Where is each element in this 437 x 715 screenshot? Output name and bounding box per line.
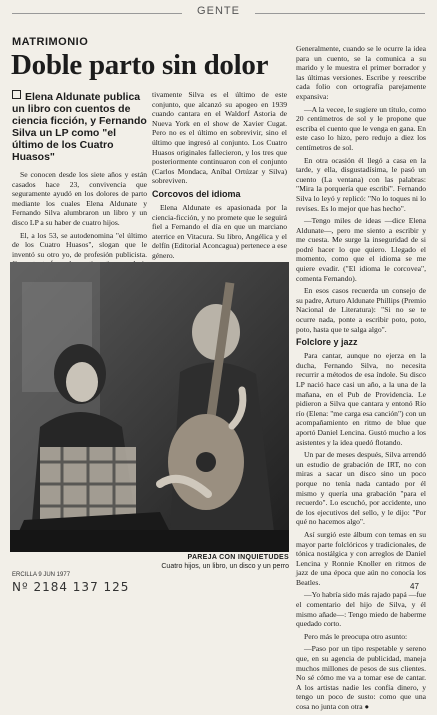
header-rule-right [255,13,425,14]
col3-paragraph: —Yo habría sido más rajado papá —fue el comentario del hijo de Silva, y él mismo añade—: Tengo miedo de haberme quedado corto. [296,590,426,629]
lead-text: Elena Aldunate publica un libro con cuentos de ciencia ficción, y Fernando Silva un LP como "el último de los Cuatro Huasos" [12,91,147,163]
col3-paragraph: Así surgió este álbum con temas en su mayor parte folclóricos y tradicionales, de tónica nostálgica y con arreglos de Daniel Lencina y Ronnie Knoller en ritmos de jazz de una época que aún no conocía los Beatles. [296,529,426,587]
section-name: GENTE [197,5,240,17]
col2-paragraph: tivamente Silva es el último de este conjunto, que alcanzó su apogeo en 1939 cuando cantara en el Waldorf Astoria de Nueva York en el show de Xavier Cugat. Pero no es el último en sobrevivir, sino el último que ingresó al conjunto. Los Cuatro Huasos originales fallecieron, y los tres que posteriormente continuaron con el conjunto (Carlos Mondaca, Aníbal Ortúzar y Silva) sobreviven. [152,90,287,186]
column-3 [296,44,426,715]
couple-photo [10,262,289,552]
col3-paragraph: Un par de meses después, Silva arrendó un estudio de grabación de IRT, no con miras a sacar un disco sino un poco porque no tenía nada cantado por él mismo y quería una grabación "para el recuerdo". Lo escuchó, por accidente, uno de los ejecutivos del sello, y le dijo: "Por qué no hacemos algo". [296,450,426,527]
section-header [0,0,437,26]
handwritten-archive-number: Nº 2184 137 125 [12,580,130,594]
col3-paragraph: En otra ocasión él llegó a casa en la tarde, y ella, disgustadísima, le pasó un cuento (La ventana) con las palabras: "Mira la porquería que escribí". Fernando Silva lo leyó y replicó: "No lo toques ni lo revises. Es lo mejor que has hecho". [296,155,426,213]
column-2 [152,90,287,264]
col3-paragraph: Pero más le preocupa otro asunto: [304,631,408,641]
photo-caption [138,554,289,571]
kicker: MATRIMONIO [12,36,89,48]
col2-subhead: Corcovos del idioma [152,188,241,199]
lead-square-icon [12,90,21,99]
col3-paragraph: —A la vecee, le sugiere un título, como 20 centímetros de sol y le propone que escriba el cuento que le venga en gana. En este caso lo hizo, pero redujo a diez los centímetros de sol. [296,104,426,152]
couple-photo-illustration [10,262,289,552]
col3-paragraph: Para cantar, aunque no ejerza en la ducha, Fernando Silva, no necesita recurrir a métodos de esa índole. Su disco LP nació hace casi un año, a la una de la mañana, en el Pub de Providencia. Le pidieron a Silva que cantara y entonó Río río (Elena: "me carga esa canción") con un acompañamiento en ritmo de blue que aportó Daniel Lencina. Gustó mucho a los asistentes y la idea quedó flotando. [296,351,426,447]
col2-paragraph: Elena Aldunate es apasionada por la ciencia-ficción, y no promete que le seguirá fiel a Fernando el día en que un marciano aterrice en Vitacura. Su libro, Angélica y el delfín (Editorial Aconcagua) pertenece a ese género. [152,202,287,260]
caption-title: PAREJA CON INQUIETUDES [187,554,289,561]
headline: Doble parto sin dolor [11,49,269,81]
page-number: 47 [410,582,419,591]
col1-paragraph: El, a los 53, se autodenomina "el último de los Cuatro Huasos", slogan que le inventó su otro yo, de profesión publicista. [12,230,147,259]
source-stamp: ERCILLA 9 JUN 1977 [12,572,71,578]
caption-body: Cuatro hijos, un libro, un disco y un perro [161,562,289,570]
col1-paragraph: Se conocen desde los siete años y están casados hace 23, convivencia que seguramente ayudó en los dolores de parto mediante los cuales Elena Aldunate y Fernando Silva alumbraron un libro y un disco LP a su haber de cuatro hijos. [12,170,147,227]
col3-paragraph: —Tengo miles de ideas —dice Elena Aldunate—, pero me siento a escribir y me cuesta. Me surge la inseguridad de si podré hacer lo que quiero. Llegado el momento, como que el idioma se me quiere evadir. ("El idioma le corcovea", comenta Fernando). [296,216,426,283]
col3-paragraph: Generalmente, cuando se le ocurre la idea para un cuento, se la comunica a su marido y le muestra el primer borrador y las últimas versiones. Escribe y reescribe cada folio con ortografía parejamente expansiva: [296,44,426,101]
col3-subhead: Folclore y jazz [296,337,358,348]
lead-paragraph [12,90,147,163]
col3-paragraph: En esos casos recuerda un consejo de su padre, Arturo Aldunate Phillips (Premio Nacional de Literatura): "Si no se te ocurre nada, ponte a escribir poto, poto, poto, hasta que te salga algo". [296,286,426,334]
col3-paragraph: —Paso por un tipo respetable y sereno que, en su agencia de publicidad, maneja muchos millones de pesos de sus clientes. No sé cómo me va a tomar ese de cantar. A los artistas nadie les confía dinero, y tengo un poco de susto: como que una cosa no junta con otra ● [296,644,426,711]
